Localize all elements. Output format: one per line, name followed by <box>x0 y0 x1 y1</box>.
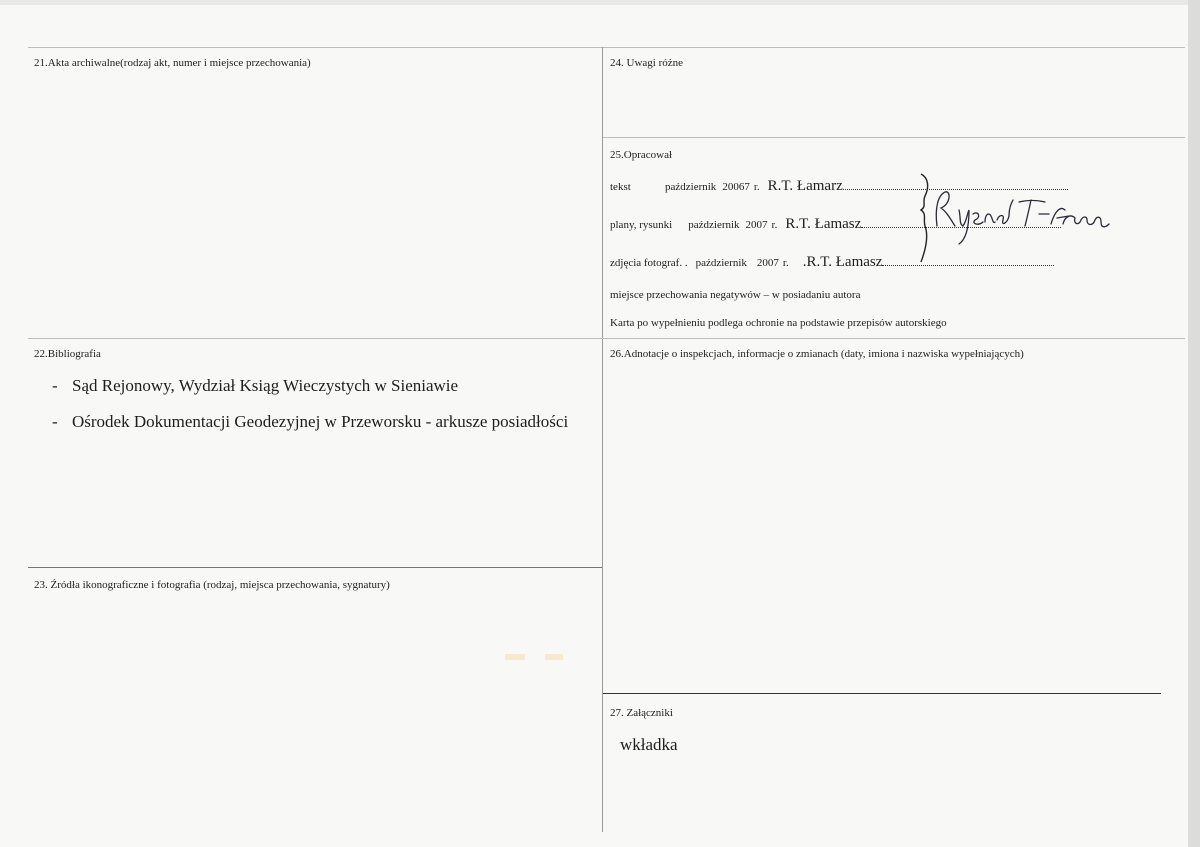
negatives-storage: miejsce przechowania negatywów – w posiadaniu autora <box>610 289 861 301</box>
section-25-label: 25.Opracował <box>610 149 673 161</box>
handwritten-signature <box>915 170 1115 270</box>
bibliography-bullet: - <box>52 376 58 395</box>
rule-22-23 <box>28 567 602 568</box>
row-author: .R.T. Łamasz <box>802 254 883 270</box>
section-27-label: 27. Załączniki <box>610 707 673 719</box>
attachments-value: wkładka <box>620 735 678 754</box>
copyright-note: Karta po wypełnieniu podlega ochronie na podstawie przepisów autorskiego <box>610 317 947 329</box>
center-divider <box>602 47 603 832</box>
section-22-label: 22.Bibliografia <box>34 348 101 360</box>
section-24-label: 24. Uwagi różne <box>610 57 684 69</box>
rule-24-25 <box>603 137 1185 138</box>
row-month: październik <box>665 181 717 193</box>
bibliography-item: Ośrodek Dokumentacji Geodezyjnej w Przeworsku - arkusze posiadłości <box>72 412 569 431</box>
section-21-label: 21.Akta archiwalne(rodzaj akt, numer i miejsce przechowania) <box>34 57 311 69</box>
row-author: R.T. Łamarz <box>767 178 843 194</box>
scan-top-edge <box>0 0 1200 5</box>
row-kind: plany, rysunki <box>610 219 673 231</box>
row-month: październik <box>695 257 747 269</box>
row-year: 2007 <box>745 219 768 231</box>
row-month: październik <box>688 219 740 231</box>
rule-26-27 <box>603 693 1161 694</box>
row-kind: zdjęcia fotograf. . <box>610 257 688 269</box>
bibliography-bullet: - <box>52 412 58 431</box>
row-year: 2007 <box>756 257 779 269</box>
paper-stain <box>545 654 563 660</box>
rule-21-22 <box>28 338 1185 339</box>
bibliography-item: Sąd Rejonowy, Wydział Ksiąg Wieczystych w Sieniawie <box>72 376 459 395</box>
row-suffix: r. <box>782 257 789 269</box>
row-year: 20067 <box>722 181 750 193</box>
row-author: R.T. Łamasz <box>785 216 862 232</box>
row-suffix: r. <box>753 181 760 193</box>
row-suffix: r. <box>771 219 778 231</box>
section-23-label: 23. Źródła ikonograficzne i fotografia (rodzaj, miejsca przechowania, sygnatury) <box>34 579 390 591</box>
top-rule <box>28 47 1185 48</box>
paper-stain <box>505 654 525 660</box>
section-26-label: 26.Adnotacje o inspekcjach, informacje o zmianach (daty, imiona i nazwiska wypełniających) <box>610 348 1024 360</box>
row-kind: tekst <box>610 181 631 193</box>
scan-right-edge <box>1188 0 1200 847</box>
